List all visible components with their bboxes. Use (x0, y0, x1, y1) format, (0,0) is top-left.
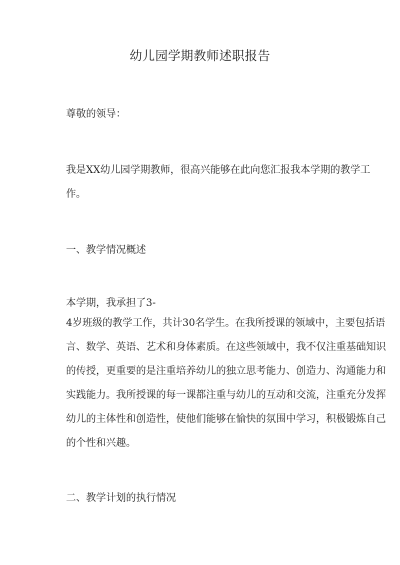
section-heading-2: 二、教学计划的执行情况 (66, 493, 176, 504)
document-title: 幼儿园学期教师述职报告 (129, 48, 271, 63)
intro-line-2: 作。 (66, 189, 86, 200)
section1-line-6: 幼儿的主体性和创造性，使他们能够在愉快的氛围中学习，积极锻炼自己 (66, 414, 386, 425)
section1-line-7: 的个性和兴趣。 (66, 438, 136, 449)
section1-line-5: 实践能力。我所授课的每一课都注重与幼儿的互动和交流，注重充分发挥 (66, 390, 386, 401)
section-heading-1: 一、教学情况概述 (66, 245, 146, 256)
section1-line-2: 4岁班级的教学工作，共计30名学生。在我所授课的领域中，主要包括语 (66, 318, 386, 329)
section1-line-3: 言、数学、英语、艺术和身体素质。在这些领域中，我不仅注重基础知识 (66, 342, 386, 353)
section1-line-4: 的传授，更重要的是注重培养幼儿的独立思考能力、创造力、沟通能力和 (66, 366, 386, 377)
section1-line-1: 本学期，我承担了3- (66, 298, 156, 309)
intro-line-1: 我是XX幼儿园学期教师，很高兴能够在此向您汇报我本学期的教学工 (66, 165, 371, 176)
salutation: 尊敬的领导： (66, 109, 126, 120)
